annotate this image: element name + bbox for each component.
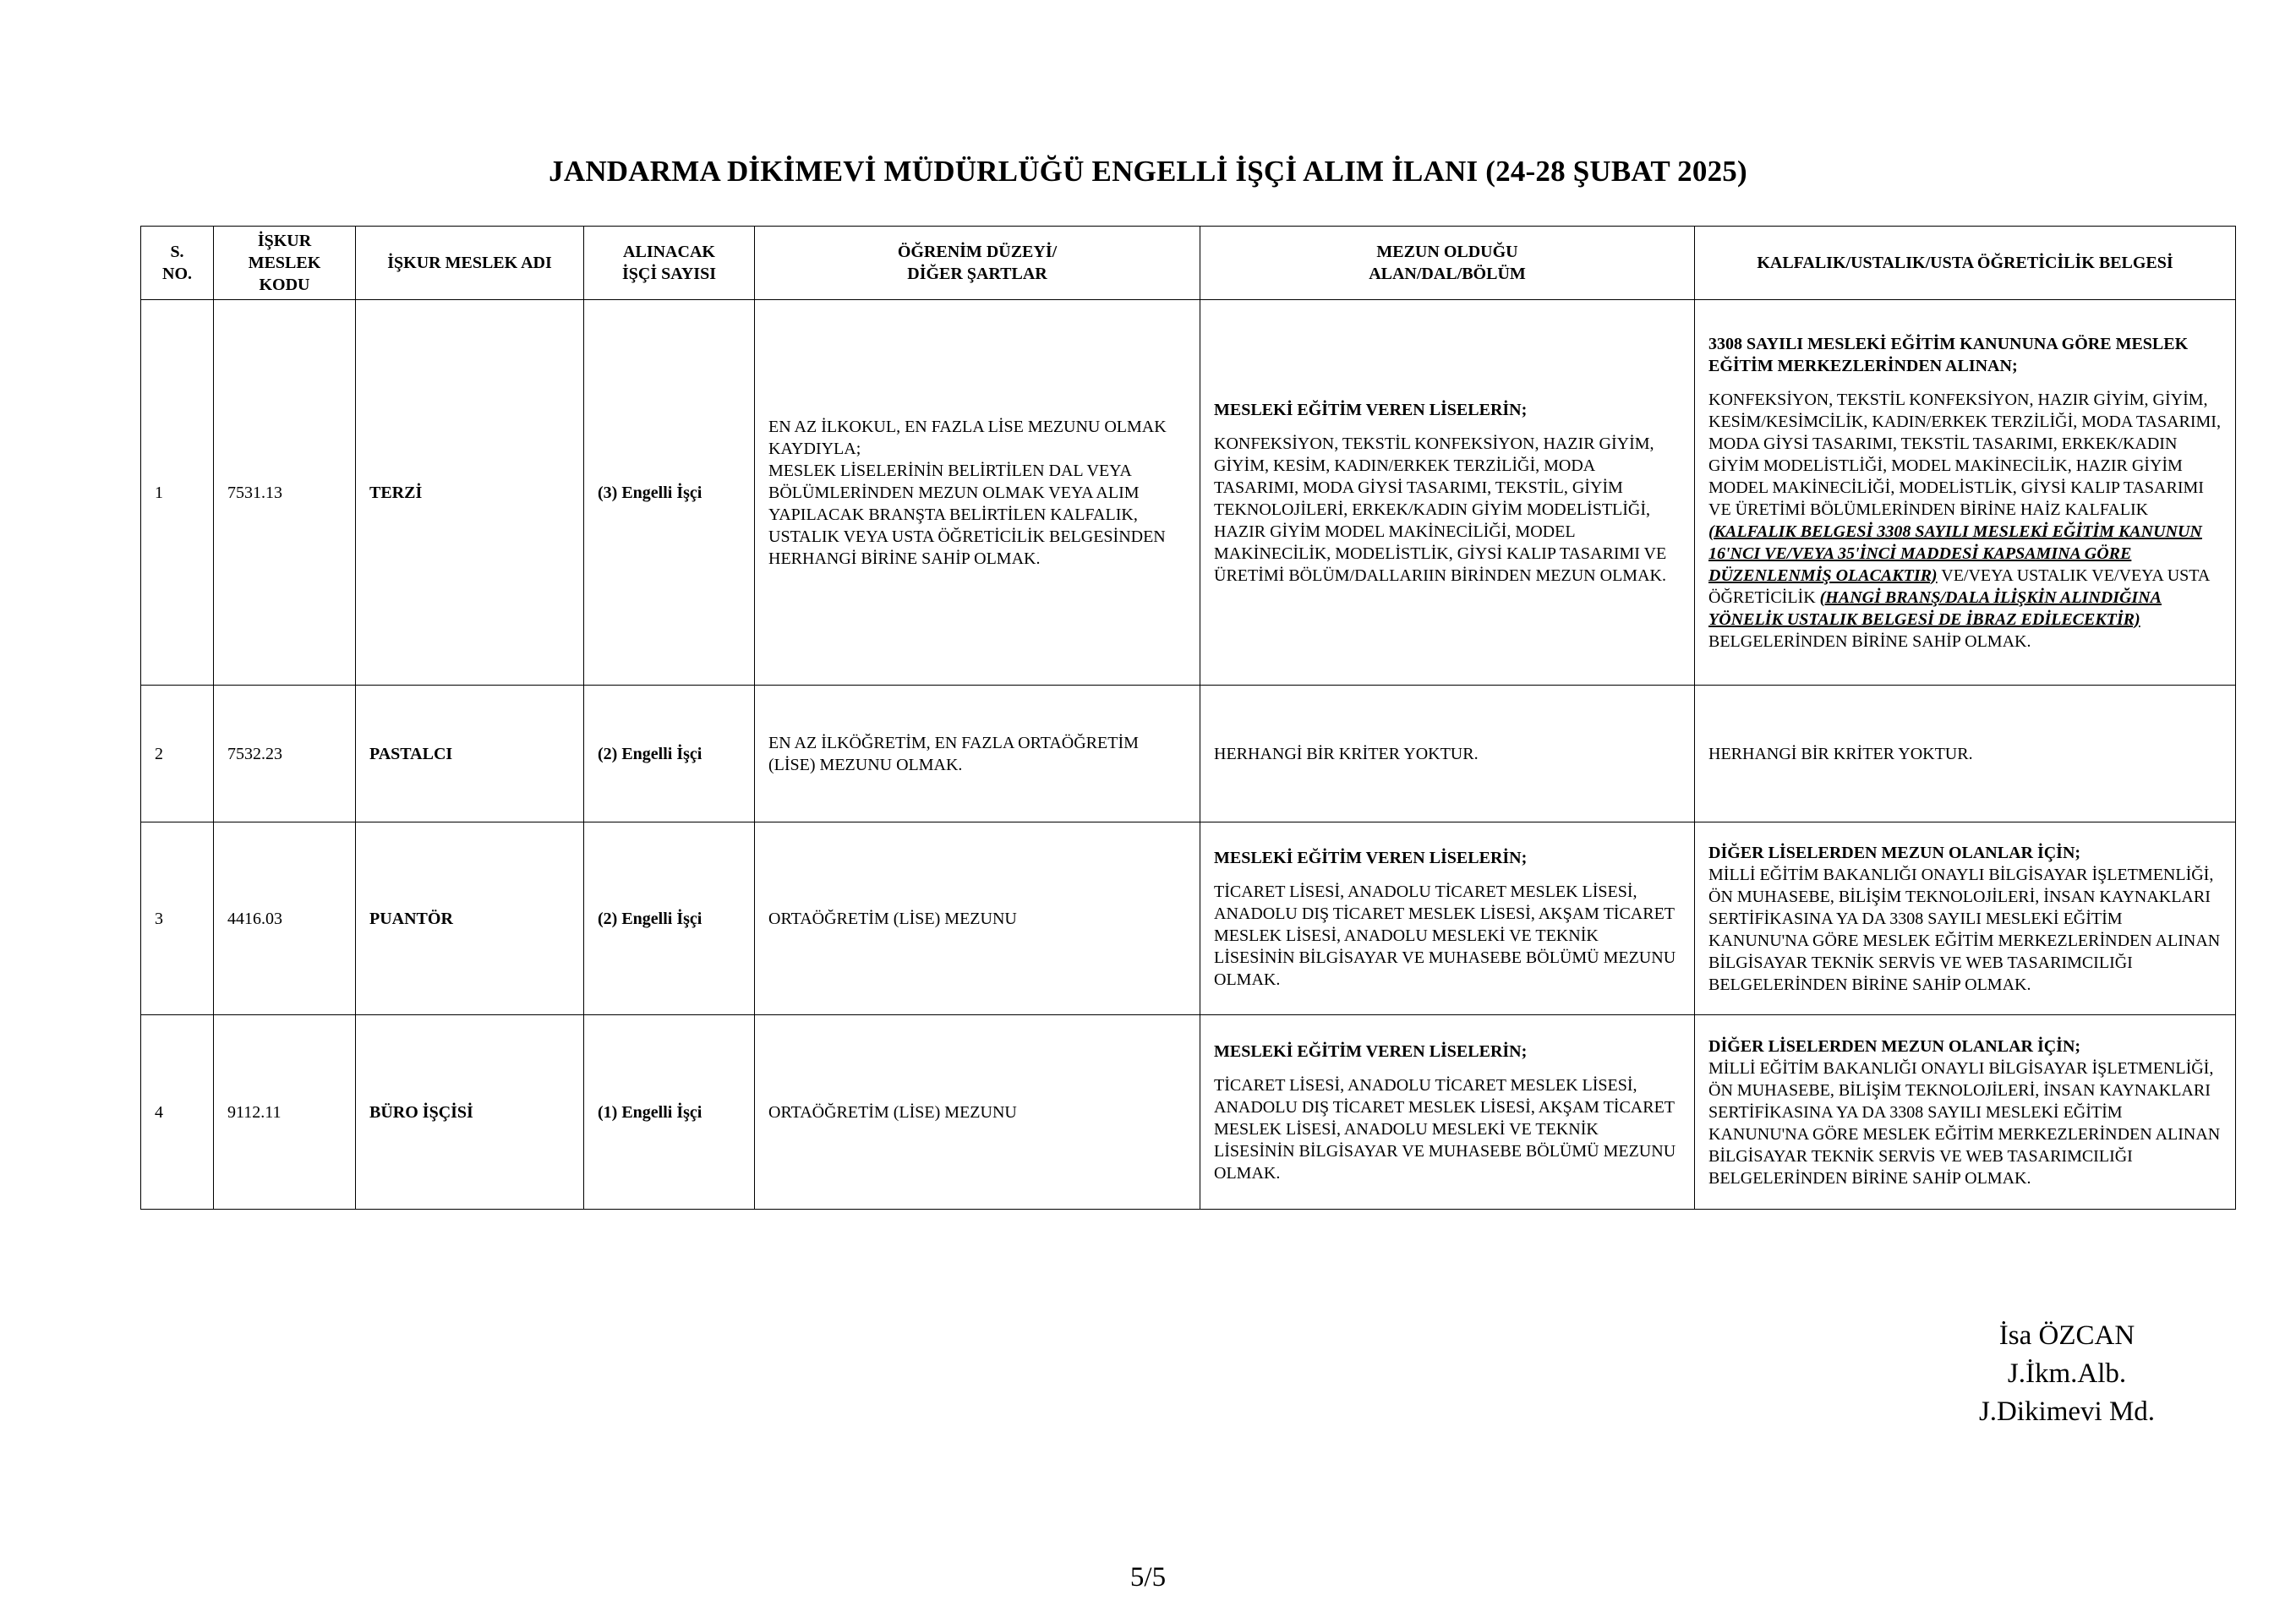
row-job-name: BÜRO İŞÇİSİ (356, 1015, 584, 1210)
row-graduated: HERHANGİ BİR KRİTER YOKTUR. (1200, 686, 1695, 822)
signature-block (1927, 1317, 2206, 1432)
row-job-name: PASTALCI (356, 686, 584, 822)
row-education: ORTAÖĞRETİM (LİSE) MEZUNU (755, 822, 1200, 1015)
row-graduated: MESLEKİ EĞİTİM VEREN LİSELERİN; TİCARET LİSESİ, ANADOLU TİCARET MESLEK LİSESİ, ANADOLU DIŞ TİCARET MESLEK LİSESİ, AKŞAM TİCARET MESLEK LİSESİ, ANADOLU MESLEKİ VE TEKNİK LİSESİNİN BİLGİSAYAR VE MUHASEBE BÖLÜMÜ MEZUNU OLMAK. (1200, 1015, 1695, 1210)
page-number: 5/5 (1129, 1562, 1167, 1593)
row-graduated: MESLEKİ EĞİTİM VEREN LİSELERİN; TİCARET LİSESİ, ANADOLU TİCARET MESLEK LİSESİ, ANADOLU DIŞ TİCARET MESLEK LİSESİ, AKŞAM TİCARET MESLEK LİSESİ, ANADOLU MESLEKİ VE TEKNİK LİSESİNİN BİLGİSAYAR VE MUHASEBE BÖLÜMÜ MEZUNU OLMAK. (1200, 822, 1695, 1015)
header-name: İŞKUR MESLEK ADI (356, 227, 584, 300)
row-code: 7532.23 (214, 686, 356, 822)
header-education: ÖĞRENİM DÜZEYİ/ DİĞER ŞARTLAR (755, 227, 1200, 300)
row-certificate: DİĞER LİSELERDEN MEZUN OLANLAR İÇİN; MİLLİ EĞİTİM BAKANLIĞI ONAYLI BİLGİSAYAR İŞLETMENLİĞİ, ÖN MUHASEBE, BİLİŞİM TEKNOLOJİLERİ, İNSAN KAYNAKLARI SERTİFİKASINA YA DA 3308 SAYILI MESLEKİ EĞİTİM KANUNU'NA GÖRE MESLEK EĞİTİM MERKEZLERİNDEN ALINAN BİLGİSAYAR TEKNİK SERVİS VE WEB TASARIMCILIĞI BELGELERİNDEN BİRİNE SAHİP OLMAK. (1695, 1015, 2236, 1210)
signatory-rank: J.İkm.Alb. (2007, 1358, 2127, 1390)
table-row (141, 822, 2236, 1015)
header-count: ALINACAK İŞÇİ SAYISI (584, 227, 755, 300)
row-count: (2) Engelli İşçi (584, 686, 755, 822)
row-code: 7531.13 (214, 300, 356, 686)
row-code: 4416.03 (214, 822, 356, 1015)
table-row (141, 686, 2236, 822)
header-code: İŞKUR MESLEK KODU (214, 227, 356, 300)
job-announcement-table (140, 226, 2236, 1210)
row-education: EN AZ İLKOKUL, EN FAZLA LİSE MEZUNU OLMAK KAYDIYLA; MESLEK LİSELERİNİN BELİRTİLEN DAL VEYA BÖLÜMLERİNDEN MEZUN OLMAK VEYA ALIM YAPILACAK BRANŞTA BELİRTİLEN KALFALIK, USTALIK VEYA USTA ÖĞRETİCİLİK BELGESİNDEN HERHANGİ BİRİNE SAHİP OLMAK. (755, 300, 1200, 686)
row-job-name: PUANTÖR (356, 822, 584, 1015)
row-graduated: MESLEKİ EĞİTİM VEREN LİSELERİN; KONFEKSİYON, TEKSTİL KONFEKSİYON, HAZIR GİYİM, GİYİM, KESİM, KADIN/ERKEK TERZİLİĞİ, MODA TASARIMI, MODA GİYSİ TASARIMI, TEKSTİL, GİYİM TEKNOLOJİLERİ, ERKEK/KADIN GİYİM MODELİSTLİĞİ, HAZIR GİYİM MODEL MAKİNECİLİĞİ, MODEL MAKİNECİLİK, MODELİSTLİK, GİYSİ KALIP TASARIMI VE ÜRETİMİ BÖLÜM/DALLARIIN BİRİNDEN MEZUN OLMAK. (1200, 300, 1695, 686)
row-education: ORTAÖĞRETİM (LİSE) MEZUNU (755, 1015, 1200, 1210)
row-certificate: DİĞER LİSELERDEN MEZUN OLANLAR İÇİN; MİLLİ EĞİTİM BAKANLIĞI ONAYLI BİLGİSAYAR İŞLETMENLİĞİ, ÖN MUHASEBE, BİLİŞİM TEKNOLOJİLERİ, İNSAN KAYNAKLARI SERTİFİKASINA YA DA 3308 SAYILI MESLEKİ EĞİTİM KANUNU'NA GÖRE MESLEK EĞİTİM MERKEZLERİNDEN ALINAN BİLGİSAYAR TEKNİK SERVİS VE WEB TASARIMCILIĞI BELGELERİNDEN BİRİNE SAHİP OLMAK. (1695, 822, 2236, 1015)
row-count: (3) Engelli İşçi (584, 300, 755, 686)
table-row (141, 1015, 2236, 1210)
row-code: 9112.11 (214, 1015, 356, 1210)
row-education: EN AZ İLKÖĞRETİM, EN FAZLA ORTAÖĞRETİM (LİSE) MEZUNU OLMAK. (755, 686, 1200, 822)
header-certificate: KALFALIK/USTALIK/USTA ÖĞRETİCİLİK BELGESİ (1695, 227, 2236, 300)
row-number: 3 (141, 822, 214, 1015)
row-certificate: HERHANGİ BİR KRİTER YOKTUR. (1695, 686, 2236, 822)
row-certificate: 3308 SAYILI MESLEKİ EĞİTİM KANUNUNA GÖRE MESLEK EĞİTİM MERKEZLERİNDEN ALINAN; KONFEKSİYON, TEKSTİL KONFEKSİYON, HAZIR GİYİM, GİYİM, KESİM/KESİMCİLİK, KADIN/ERKEK TERZİLİĞİ, MODA TASARIMI, MODA GİYSİ TASARIMI, TEKSTİL TASARIMI, ERKEK/KADIN GİYİM MODELİSTLİĞİ, MODEL MAKİNECİLİK, HAZIR GİYİM MODEL MAKİNECİLİĞİ, MODELİSTLİK, GİYSİ KALIP TASARIMI VE ÜRETİMİ BÖLÜMLERİNDEN BİRİNE HAİZ KALFALIK (KALFALIK BELGESİ 3308 SAYILI MESLEKİ EĞİTİM KANUNUN 16'NCI VE/VEYA 35'İNCİ MADDESİ KAPSAMINA GÖRE DÜZENLENMİŞ OLACAKTIR) VE/VEYA USTALIK VE/VEYA USTA ÖĞRETİCİLİK (HANGİ BRANŞ/DALA İLİŞKİN ALINDIĞINA YÖNELİK USTALIK BELGESİ DE İBRAZ EDİLECEKTİR) BELGELERİNDEN BİRİNE SAHİP OLMAK. (1695, 300, 2236, 686)
row-number: 1 (141, 300, 214, 686)
row-job-name: TERZİ (356, 300, 584, 686)
header-graduated: MEZUN OLDUĞU ALAN/DAL/BÖLÜM (1200, 227, 1695, 300)
table-header-row (141, 227, 2236, 300)
row-number: 4 (141, 1015, 214, 1210)
row-number: 2 (141, 686, 214, 822)
header-sno: S. NO. (141, 227, 214, 300)
row-count: (1) Engelli İşçi (584, 1015, 755, 1210)
signatory-role: J.Dikimevi Md. (1978, 1396, 2156, 1428)
document-title: JANDARMA DİKİMEVİ MÜDÜRLÜĞÜ ENGELLİ İŞÇİ ALIM İLANI (24-28 ŞUBAT 2025) (549, 155, 1747, 188)
table-row (141, 300, 2236, 686)
signatory-name: İsa ÖZCAN (1998, 1320, 2135, 1351)
row-count: (2) Engelli İşçi (584, 822, 755, 1015)
